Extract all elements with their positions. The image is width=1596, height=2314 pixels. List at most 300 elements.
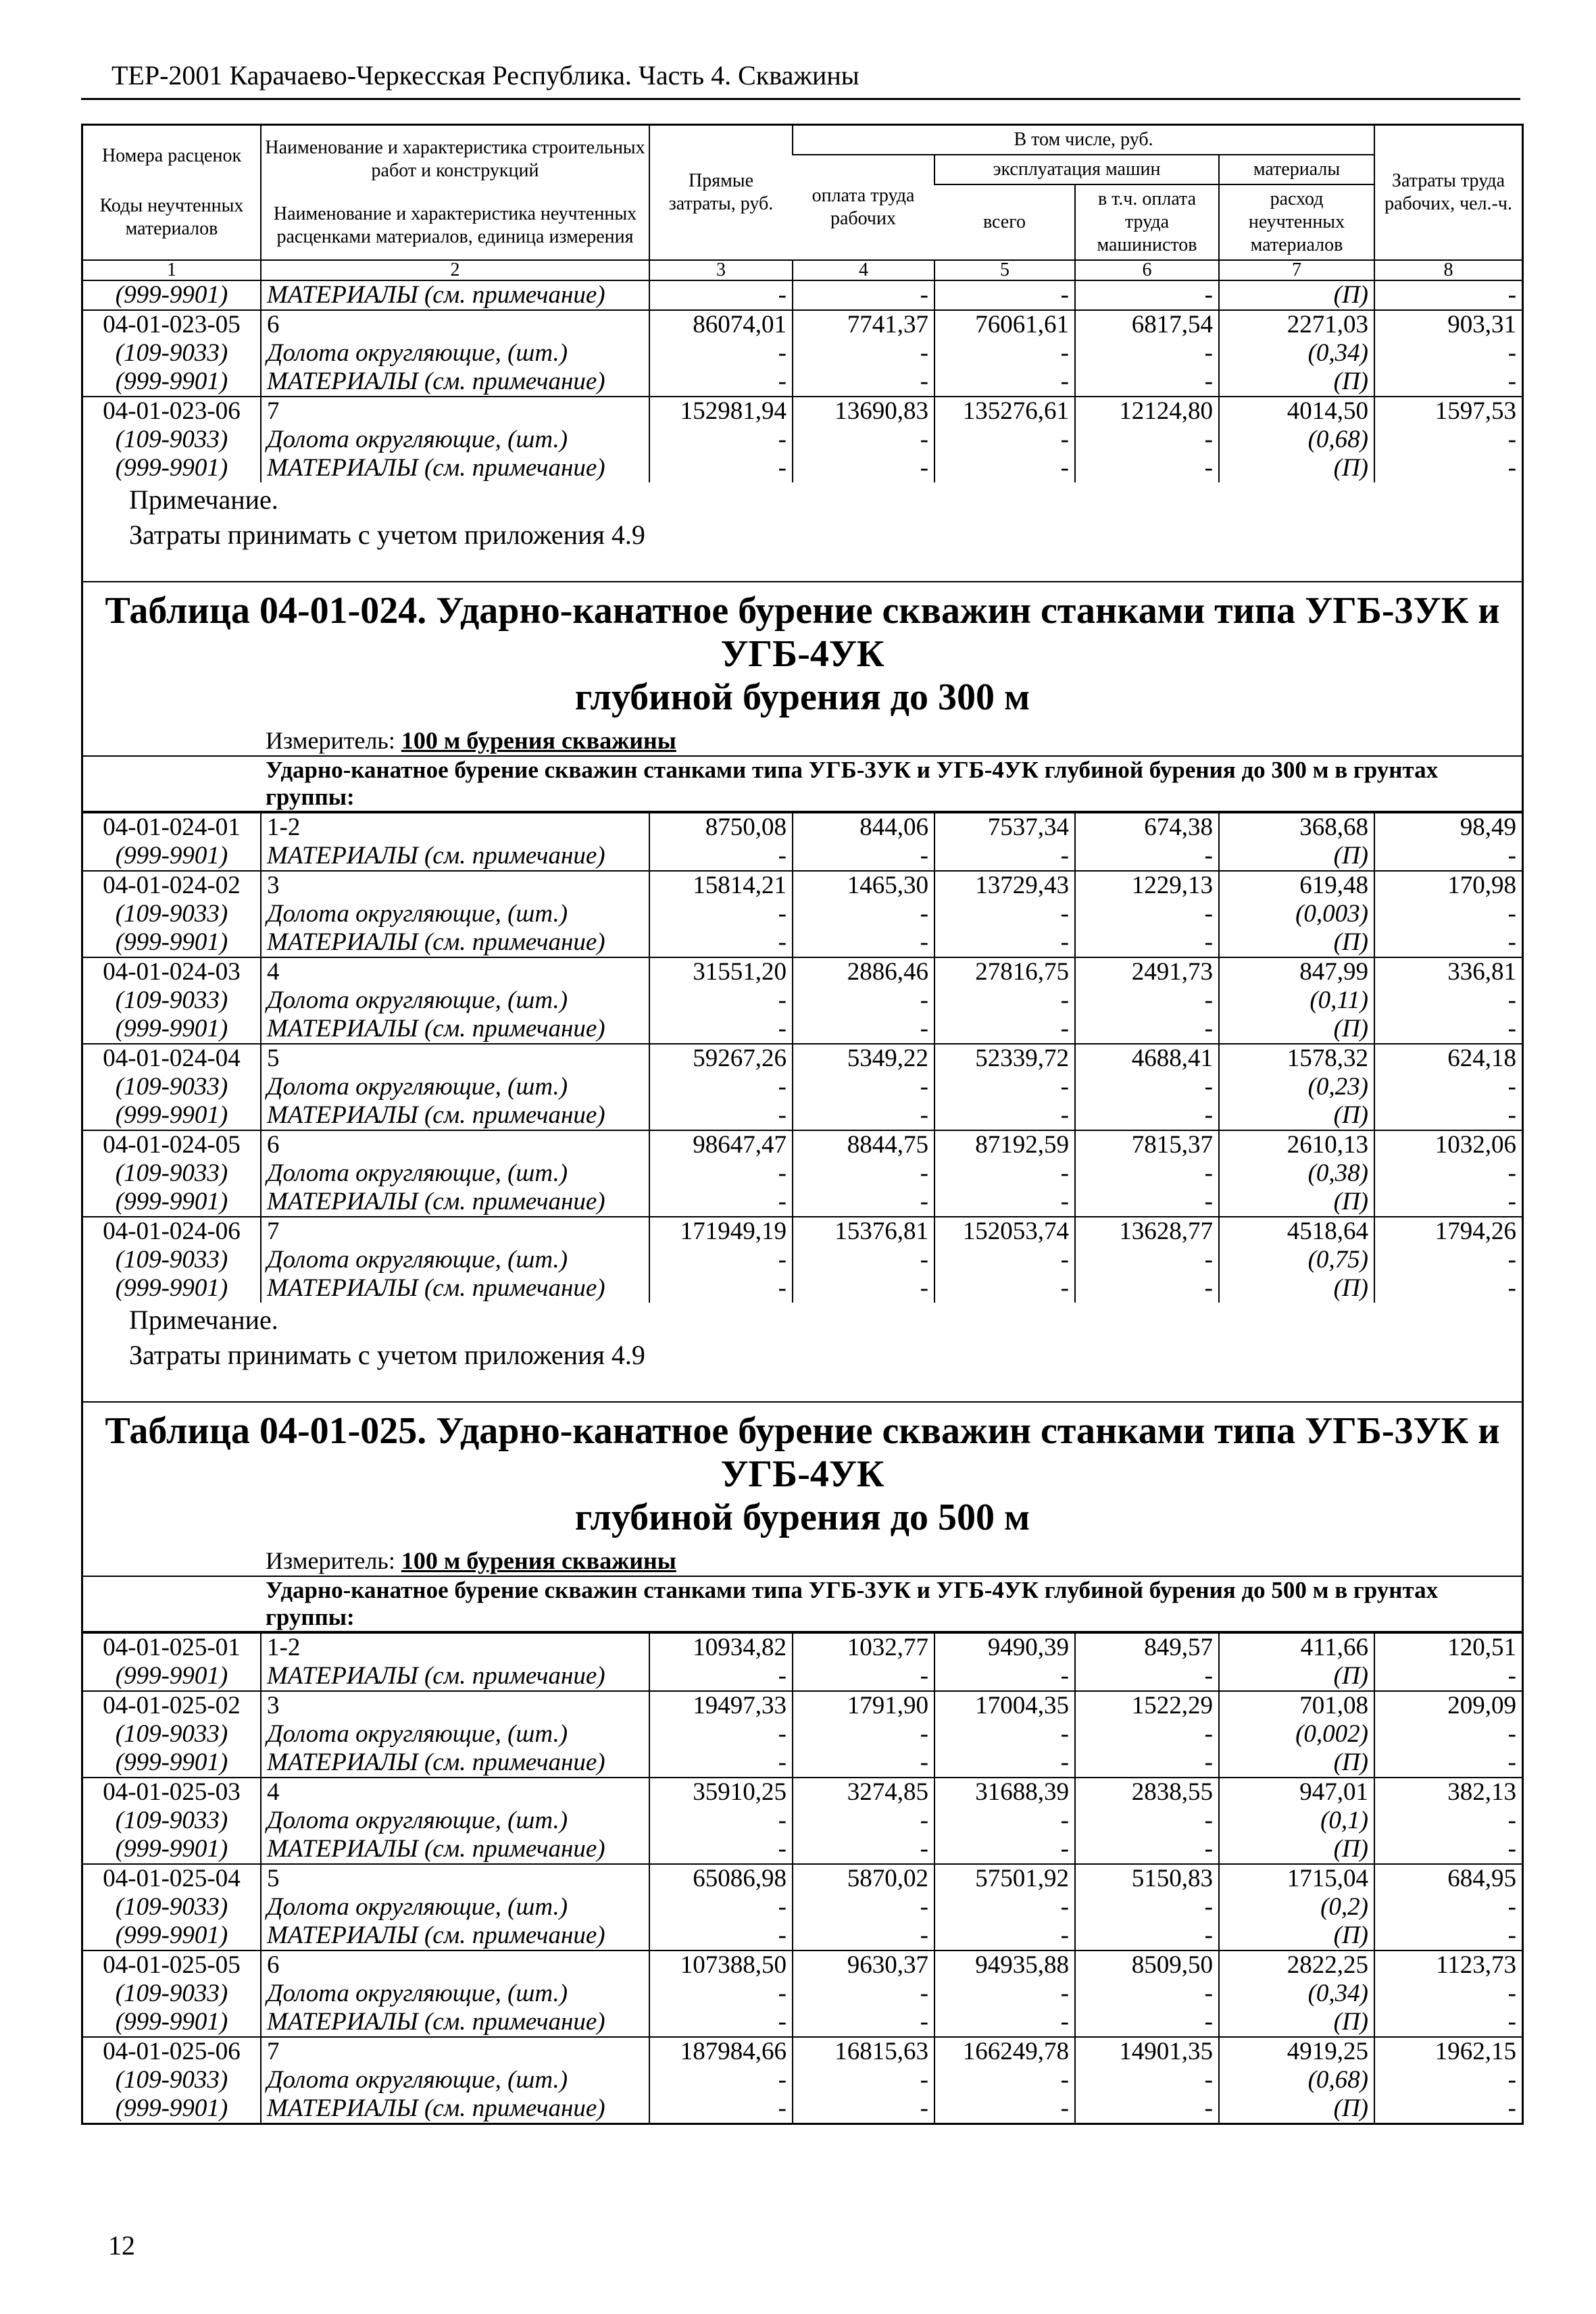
table-title: Таблица 04-01-025. Ударно-канатное бурение скважин станками типа УГБ-3УК и УГБ-4УК глубиной бурения до 500 м [105, 1410, 1500, 1538]
material-name: Долота округляющие, (шт.) [261, 339, 649, 368]
materials-cost: 368,68 [1219, 813, 1374, 842]
material-name: МАТЕРИАЛЫ (см. примечание) [261, 1101, 649, 1130]
empty-value: - [934, 1893, 1075, 1921]
rate-row [83, 1217, 1522, 1246]
rate-name: 6 [261, 1130, 649, 1159]
material-name: МАТЕРИАЛЫ (см. примечание) [261, 1662, 649, 1691]
col-codes-top: Номера расценок [101, 145, 242, 166]
labor-cost: 5349,22 [793, 1044, 934, 1073]
empty-value: - [793, 1893, 934, 1921]
table-024 [83, 812, 1522, 1303]
empty-value: - [934, 986, 1075, 1015]
empty-value: - [793, 454, 934, 482]
empty-value: - [1374, 2094, 1522, 2123]
direct-cost: 171949,19 [649, 1217, 793, 1246]
empty-value: - [649, 1274, 793, 1303]
empty-value: - [1374, 426, 1522, 454]
rate-row [83, 1864, 1522, 1893]
material-name: МАТЕРИАЛЫ (см. примечание) [261, 928, 649, 957]
rate-code: 04-01-024-05 [83, 1130, 261, 1159]
empty-value: - [934, 842, 1075, 871]
material-name: Долота округляющие, (шт.) [261, 1980, 649, 2008]
labor-hours: 209,09 [1374, 1691, 1522, 1720]
material-row [83, 1015, 1522, 1044]
material-row [83, 1720, 1522, 1749]
empty-value: - [1075, 1246, 1219, 1274]
materials-cost: 4518,64 [1219, 1217, 1374, 1246]
rate-code: 04-01-024-01 [83, 813, 261, 842]
material-quantity: (П) [1219, 1835, 1374, 1864]
rate-name: 7 [261, 1217, 649, 1246]
rate-row [83, 871, 1522, 900]
rate-code: 04-01-024-03 [83, 957, 261, 986]
empty-value: - [1374, 928, 1522, 957]
empty-value: - [1075, 2066, 1219, 2094]
material-quantity: (0,34) [1219, 339, 1374, 368]
col-materials: материалы [1219, 155, 1374, 184]
col-labor: оплата труда рабочих [793, 155, 934, 260]
labor-hours: 903,31 [1374, 310, 1522, 339]
empty-value: - [649, 842, 793, 871]
machines-total: 27816,75 [934, 957, 1075, 986]
material-row [83, 986, 1522, 1015]
empty-value: - [649, 1807, 793, 1835]
rate-row [83, 1691, 1522, 1720]
material-code: (109-9033) [115, 986, 228, 1014]
operators-cost: 5150,83 [1075, 1864, 1219, 1893]
empty-value: - [1374, 368, 1522, 397]
materials-cost: 619,48 [1219, 871, 1374, 900]
empty-value: - [649, 1893, 793, 1921]
material-quantity: (П) [1219, 1274, 1374, 1303]
empty-value: - [793, 1246, 934, 1274]
rate-name: 1-2 [261, 813, 649, 842]
empty-value: - [793, 2094, 934, 2123]
materials-cost: 2271,03 [1219, 310, 1374, 339]
note-title: Примечание. [129, 1305, 278, 1335]
empty-value: - [649, 1246, 793, 1274]
machines-total: 17004,35 [934, 1691, 1075, 1720]
labor-cost: 16815,63 [793, 2037, 934, 2066]
empty-value: - [1374, 1073, 1522, 1101]
material-name: Долота округляющие, (шт.) [261, 2066, 649, 2094]
empty-value: - [1075, 1101, 1219, 1130]
labor-hours: 382,13 [1374, 1778, 1522, 1807]
labor-cost: 3274,85 [793, 1778, 934, 1807]
operators-cost: 7815,37 [1075, 1130, 1219, 1159]
rate-row [83, 310, 1522, 339]
empty-value: - [793, 1662, 934, 1691]
empty-value: - [793, 1720, 934, 1749]
table-025 [83, 1632, 1522, 2123]
materials-cost: 1715,04 [1219, 1864, 1374, 1893]
direct-cost: 86074,01 [649, 310, 793, 339]
empty-value: - [649, 2094, 793, 2123]
empty-value: - [649, 1188, 793, 1217]
material-quantity: (0,34) [1219, 1980, 1374, 2008]
labor-hours: 1962,15 [1374, 2037, 1522, 2066]
machines-total: 152053,74 [934, 1217, 1075, 1246]
labor-hours: 170,98 [1374, 871, 1522, 900]
empty-value: - [1374, 2066, 1522, 2094]
empty-value: - [649, 1835, 793, 1864]
empty-value: - [1075, 928, 1219, 957]
material-quantity: (0,38) [1219, 1159, 1374, 1188]
rate-code: 04-01-025-04 [83, 1864, 261, 1893]
labor-hours: 1032,06 [1374, 1130, 1522, 1159]
material-code: (109-9033) [115, 2066, 228, 2094]
material-row [83, 1921, 1522, 1951]
rate-code: 04-01-023-05 [83, 310, 261, 339]
labor-cost: 9630,37 [793, 1951, 934, 1980]
empty-value: - [1075, 1980, 1219, 2008]
empty-value: - [934, 1807, 1075, 1835]
material-code: (109-9033) [115, 1980, 228, 2007]
rate-name: 3 [261, 871, 649, 900]
empty-value: - [1075, 1835, 1219, 1864]
materials-cost: 4014,50 [1219, 397, 1374, 426]
empty-value: - [1075, 1073, 1219, 1101]
empty-value: - [1075, 339, 1219, 368]
rate-code: 04-01-025-02 [83, 1691, 261, 1720]
rate-code: 04-01-023-06 [83, 397, 261, 426]
material-code: (999-9901) [115, 1921, 228, 1949]
rate-code: 04-01-024-06 [83, 1217, 261, 1246]
header-rule [81, 98, 1520, 100]
operators-cost: 12124,80 [1075, 397, 1219, 426]
material-row [83, 1893, 1522, 1921]
material-name: МАТЕРИАЛЫ (см. примечание) [261, 1749, 649, 1778]
material-code: (999-9901) [115, 2008, 228, 2036]
table-025-section [83, 1401, 1522, 2123]
rate-row [83, 1951, 1522, 1980]
material-name: МАТЕРИАЛЫ (см. примечание) [261, 368, 649, 397]
empty-value: - [934, 339, 1075, 368]
empty-value: - [1075, 1921, 1219, 1951]
empty-value: - [1374, 1980, 1522, 2008]
direct-cost: 10934,82 [649, 1633, 793, 1662]
col-labor-hours: Затраты труда рабочих, чел.-ч. [1374, 126, 1522, 260]
empty-value: - [934, 1720, 1075, 1749]
empty-value: - [1075, 2094, 1219, 2123]
empty-value: - [793, 1073, 934, 1101]
empty-value: - [934, 2008, 1075, 2037]
empty-value: - [1075, 1159, 1219, 1188]
labor-cost: 7741,37 [793, 310, 934, 339]
empty-value: - [1374, 1246, 1522, 1274]
material-name: МАТЕРИАЛЫ (см. примечание) [261, 454, 649, 482]
material-row [83, 1835, 1522, 1864]
material-row [83, 1662, 1522, 1691]
empty-value: - [793, 2066, 934, 2094]
col-incl: В том числе, руб. [793, 126, 1374, 155]
material-row [83, 426, 1522, 454]
material-code: (109-9033) [115, 1807, 228, 1834]
material-name: Долота округляющие, (шт.) [261, 1720, 649, 1749]
material-name: МАТЕРИАЛЫ (см. примечание) [261, 842, 649, 871]
empty-value: - [793, 1274, 934, 1303]
note-text: Затраты принимать с учетом приложения 4.9 [129, 520, 645, 550]
empty-value: - [1374, 1749, 1522, 1778]
material-code: (109-9033) [115, 426, 228, 453]
material-quantity: (П) [1219, 2008, 1374, 2037]
empty-value: - [1374, 1807, 1522, 1835]
material-quantity: (0,11) [1219, 986, 1374, 1015]
meter-line: Измеритель: 100 м бурения скважины [266, 727, 676, 754]
machines-total: 9490,39 [934, 1633, 1075, 1662]
empty-value: - [649, 1073, 793, 1101]
rate-name: 3 [261, 1691, 649, 1720]
operators-cost: 1229,13 [1075, 871, 1219, 900]
material-code: (999-9901) [115, 842, 228, 870]
note-title: Примечание. [129, 484, 278, 515]
material-quantity: (0,1) [1219, 1807, 1374, 1835]
empty-value: - [1374, 842, 1522, 871]
material-quantity: (0,68) [1219, 2066, 1374, 2094]
material-name: МАТЕРИАЛЫ (см. примечание) [261, 1921, 649, 1951]
empty-value: - [793, 1188, 934, 1217]
col-codes-bottom: Коды неучтенных материалов [99, 195, 244, 239]
meter-line: Измеритель: 100 м бурения скважины [266, 1547, 676, 1574]
materials-cost: 411,66 [1219, 1633, 1374, 1662]
rate-code: 04-01-025-01 [83, 1633, 261, 1662]
rate-row [83, 2037, 1522, 2066]
col-machines: эксплуатация машин [934, 155, 1219, 184]
material-code: (999-9901) [115, 1749, 228, 1776]
material-code: (999-9901) [115, 1274, 228, 1302]
labor-hours: 624,18 [1374, 1044, 1522, 1073]
material-name: Долота округляющие, (шт.) [261, 986, 649, 1015]
table-title: Таблица 04-01-024. Ударно-канатное бурение скважин станками типа УГБ-3УК и УГБ-4УК глубиной бурения до 300 м [105, 590, 1500, 718]
material-row [83, 1807, 1522, 1835]
material-quantity: (0,003) [1219, 900, 1374, 928]
empty-value: - [649, 339, 793, 368]
machines-total: 57501,92 [934, 1864, 1075, 1893]
empty-value: - [1374, 1662, 1522, 1691]
empty-value: - [934, 1101, 1075, 1130]
material-name: Долота округляющие, (шт.) [261, 426, 649, 454]
empty-value: - [934, 928, 1075, 957]
direct-cost: 65086,98 [649, 1864, 793, 1893]
material-code: (109-9033) [115, 900, 228, 928]
rate-name: 4 [261, 1778, 649, 1807]
material-code: (999-9901) [115, 1188, 228, 1215]
empty-value: - [649, 1921, 793, 1951]
material-quantity: (П) [1219, 1101, 1374, 1130]
empty-value: - [934, 900, 1075, 928]
material-quantity: (0,68) [1219, 426, 1374, 454]
empty-value: - [934, 1980, 1075, 2008]
material-quantity: (П) [1219, 368, 1374, 397]
operators-cost: 14901,35 [1075, 2037, 1219, 2066]
direct-cost: 98647,47 [649, 1130, 793, 1159]
direct-cost: 187984,66 [649, 2037, 793, 2066]
direct-cost: 19497,33 [649, 1691, 793, 1720]
labor-cost: 5870,02 [793, 1864, 934, 1893]
material-code: (109-9033) [115, 1073, 228, 1101]
document-frame [81, 124, 1524, 2125]
empty-value: - [793, 1749, 934, 1778]
rate-row [83, 1044, 1522, 1073]
empty-value: - [934, 454, 1075, 482]
empty-value: - [1374, 1188, 1522, 1217]
empty-value: - [934, 1835, 1075, 1864]
machines-total: 166249,78 [934, 2037, 1075, 2066]
empty-value: - [934, 368, 1075, 397]
material-code: (999-9901) [115, 1015, 228, 1042]
material-quantity: (П) [1219, 928, 1374, 957]
material-name: МАТЕРИАЛЫ (см. примечание) [261, 2008, 649, 2037]
rate-code: 04-01-025-03 [83, 1778, 261, 1807]
empty-value: - [649, 1662, 793, 1691]
page-number: 12 [108, 2230, 135, 2261]
material-name: Долота округляющие, (шт.) [261, 1159, 649, 1188]
empty-value: - [793, 1159, 934, 1188]
empty-value: - [1374, 1835, 1522, 1864]
rate-code: 04-01-024-04 [83, 1044, 261, 1073]
material-quantity: (П) [1219, 1921, 1374, 1951]
material-row [83, 2008, 1522, 2037]
empty-value: - [1075, 986, 1219, 1015]
table-subheading: Ударно-канатное бурение скважин станками типа УГБ-3УК и УГБ-4УК глубиной бурения до 300 м в грунтах группы: [83, 755, 1522, 812]
empty-value: - [934, 1015, 1075, 1044]
rate-name: 5 [261, 1864, 649, 1893]
material-row [83, 454, 1522, 482]
empty-value: - [793, 986, 934, 1015]
empty-value: - [1374, 1015, 1522, 1044]
labor-cost: 15376,81 [793, 1217, 934, 1246]
operators-cost: 1522,29 [1075, 1691, 1219, 1720]
rate-row [83, 397, 1522, 426]
empty-value: - [793, 426, 934, 454]
labor-hours: 684,95 [1374, 1864, 1522, 1893]
material-row [83, 2094, 1522, 2123]
empty-value: - [793, 1101, 934, 1130]
materials-cost: 847,99 [1219, 957, 1374, 986]
material-quantity: (0,2) [1219, 1893, 1374, 1921]
empty-value: - [1075, 1749, 1219, 1778]
col-total: всего [934, 184, 1075, 260]
col-names-top: Наименование и характеристика строительных работ и конструкций [265, 137, 645, 181]
empty-value: - [934, 2066, 1075, 2094]
labor-hours: 120,51 [1374, 1633, 1522, 1662]
empty-value: - [934, 426, 1075, 454]
labor-hours: 1794,26 [1374, 1217, 1522, 1246]
rate-row [83, 1633, 1522, 1662]
material-name: МАТЕРИАЛЫ (см. примечание) [261, 1188, 649, 1217]
empty-value: - [649, 2008, 793, 2037]
operators-cost: 8509,50 [1075, 1951, 1219, 1980]
material-quantity: (П) [1219, 1749, 1374, 1778]
labor-hours: 1123,73 [1374, 1951, 1522, 1980]
material-code: (999-9901) [115, 368, 228, 395]
empty-value: - [649, 900, 793, 928]
direct-cost: 31551,20 [649, 957, 793, 986]
operators-cost: 2491,73 [1075, 957, 1219, 986]
material-quantity: (П) [1219, 1188, 1374, 1217]
rate-name: 7 [261, 397, 649, 426]
empty-value: - [1075, 1188, 1219, 1217]
empty-value: - [649, 1980, 793, 2008]
column-header-table [83, 126, 1522, 482]
material-row [83, 1188, 1522, 1217]
column-number-row: 1 2 3 4 5 6 7 8 [83, 260, 1522, 280]
table-subheading: Ударно-канатное бурение скважин станками типа УГБ-3УК и УГБ-4УК глубиной бурения до 500 м в грунтах группы: [83, 1576, 1522, 1632]
rate-name: 6 [261, 310, 649, 339]
empty-value: - [934, 1159, 1075, 1188]
empty-value: - [1075, 1274, 1219, 1303]
empty-value: - [1075, 1720, 1219, 1749]
material-code: (109-9033) [115, 1159, 228, 1187]
empty-value: - [934, 1188, 1075, 1217]
empty-value: - [1075, 1807, 1219, 1835]
material-row [83, 2066, 1522, 2094]
empty-value: - [649, 1749, 793, 1778]
empty-value: - [649, 2066, 793, 2094]
direct-cost: 59267,26 [649, 1044, 793, 1073]
labor-cost: 8844,75 [793, 1130, 934, 1159]
material-code: (999-9901) [115, 1101, 228, 1129]
rate-row [83, 957, 1522, 986]
material-row [83, 842, 1522, 871]
direct-cost: 152981,94 [649, 397, 793, 426]
material-row [83, 1246, 1522, 1274]
empty-value: - [1075, 1015, 1219, 1044]
empty-value: - [1374, 1274, 1522, 1303]
operators-cost: 2838,55 [1075, 1778, 1219, 1807]
empty-value: - [1374, 2008, 1522, 2037]
rate-row [83, 1130, 1522, 1159]
table-row: (999-9901) МАТЕРИАЛЫ (см. примечание) - - - - (П) - [83, 280, 1522, 310]
material-name: Долота округляющие, (шт.) [261, 1246, 649, 1274]
labor-cost: 844,06 [793, 813, 934, 842]
material-code: (999-9901) [115, 454, 228, 482]
materials-cost: 1578,32 [1219, 1044, 1374, 1073]
note-024 [83, 1303, 1522, 1373]
material-name: МАТЕРИАЛЫ (см. примечание) [261, 1015, 649, 1044]
material-row [83, 1749, 1522, 1778]
empty-value: - [934, 1274, 1075, 1303]
material-row [83, 1159, 1522, 1188]
rate-code: 04-01-025-06 [83, 2037, 261, 2066]
empty-value: - [1374, 1101, 1522, 1130]
material-name: Долота округляющие, (шт.) [261, 1807, 649, 1835]
material-quantity: (П) [1219, 454, 1374, 482]
material-name: Долота округляющие, (шт.) [261, 1073, 649, 1101]
empty-value: - [1374, 986, 1522, 1015]
material-code: (109-9033) [115, 1893, 228, 1921]
empty-value: - [649, 1159, 793, 1188]
empty-value: - [934, 1749, 1075, 1778]
operators-cost: 6817,54 [1075, 310, 1219, 339]
machines-total: 7537,34 [934, 813, 1075, 842]
direct-cost: 35910,25 [649, 1778, 793, 1807]
operators-cost: 13628,77 [1075, 1217, 1219, 1246]
direct-cost: 107388,50 [649, 1951, 793, 1980]
rate-code: 04-01-025-05 [83, 1951, 261, 1980]
empty-value: - [934, 1921, 1075, 1951]
material-code: (109-9033) [115, 1246, 228, 1274]
material-quantity: (0,23) [1219, 1073, 1374, 1101]
empty-value: - [649, 426, 793, 454]
rate-code: 04-01-024-02 [83, 871, 261, 900]
empty-value: - [934, 1246, 1075, 1274]
empty-value: - [934, 2094, 1075, 2123]
rate-name: 1-2 [261, 1633, 649, 1662]
rate-name: 5 [261, 1044, 649, 1073]
empty-value: - [1075, 426, 1219, 454]
empty-value: - [1374, 454, 1522, 482]
